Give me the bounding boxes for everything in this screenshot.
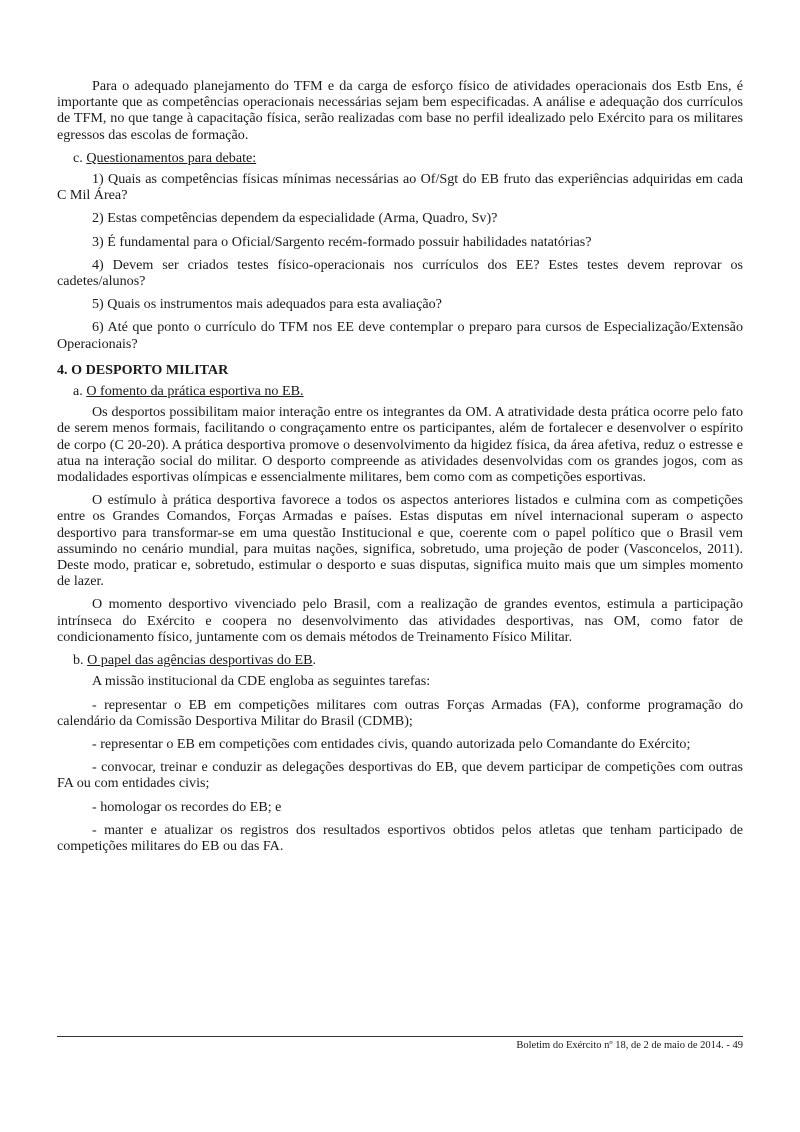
task-item: - representar o EB em competições militares com outras Forças Armadas (FA), conforme programação do calendário da Comissão Desportiva Militar do Brasil (CDMB);	[57, 696, 743, 729]
subsection-title: Questionamentos para debate:	[86, 149, 257, 166]
subsection-heading-b	[57, 652, 743, 668]
paragraph: O estímulo à prática desportiva favorece a todos os aspectos anteriores listados e culmina com as competições entre os Grandes Comandos, Forças Armadas e países. Estas disputas em nível internacional superam o aspecto desportivo para transformar-se em uma questão Institucional e que, coerente com o papel político que o Brasil vem assumindo no cenário mundial, para muitas nações, significa, sobretudo, uma projeção de poder (Vasconcelos, 2011). Deste modo, praticar e, sobretudo, estimular o desporto e suas disputas, significa muito mais que um simples momento de lazer.	[57, 492, 743, 590]
section-heading: 4. O DESPORTO MILITAR	[57, 361, 229, 378]
subsection-suffix: .	[312, 652, 317, 669]
paragraph: Para o adequado planejamento do TFM e da carga de esforço físico de atividades operacionais dos Estb Ens, é importante que as competências operacionais necessárias sejam bem especificadas. A análise e adequação dos currículos de TFM, no que tange à capacitação física, serão realizadas com base no perfil idealizado pelo Exército para os militares egressos das escolas de formação.	[57, 78, 743, 143]
question-item: 3) É fundamental para o Oficial/Sargento recém-formado possuir habilidades natatórias?	[92, 233, 592, 250]
footer-text: Boletim do Exército nº 18, de 2 de maio de 2014. - 49	[516, 1040, 743, 1051]
question-item: 6) Até que ponto o currículo do TFM nos EE deve contemplar o preparo para cursos de Especialização/Extensão Operacionais?	[57, 319, 743, 352]
subsection-title: O papel das agências desportivas do EB	[87, 652, 313, 669]
paragraph: Os desportos possibilitam maior interação entre os integrantes da OM. A atratividade desta prática ocorre pelo fato de serem menos formais, facilitando o congraçamento entre os participantes, além de fortalecer e desenvolver o espírito de corpo (C 20-20). A prática desportiva promove o desenvolvimento da higidez física, da área afetiva, reduz o estresse e atua na interação social do militar. O desporto compreende as atividades desenvolvidas com os grandes jogos, com as modalidades esportivas olímpicas e essencialmente militares, bem como com as competições esportivas.	[57, 404, 743, 486]
question-item: 5) Quais os instrumentos mais adequados para esta avaliação?	[92, 296, 442, 313]
subsection-prefix: a.	[73, 383, 87, 400]
task-item: - representar o EB em competições com entidades civis, quando autorizada pelo Comandante do Exército;	[92, 735, 691, 752]
question-item: 1) Quais as competências físicas mínimas necessárias ao Of/Sgt do EB fruto das experiências adquiridas em cada C Mil Área?	[57, 171, 743, 204]
paragraph: A missão institucional da CDE engloba as seguintes tarefas:	[92, 673, 431, 690]
task-item: - homologar os recordes do EB; e	[92, 798, 282, 815]
task-item: - convocar, treinar e conduzir as delegações desportivas do EB, que devem participar de competições com outras FA ou com entidades civis;	[57, 759, 743, 792]
task-item: - manter e atualizar os registros dos resultados esportivos obtidos pelos atletas que tenham participado de competições militares do EB ou das FA.	[57, 821, 743, 854]
paragraph: O momento desportivo vivenciado pelo Brasil, com a realização de grandes eventos, estimula a participação intrínseca do Exército e coopera no desenvolvimento das atividades desportivas, nas OM, como fator de condicionamento físico, juntamente com os demais métodos de Treinamento Físico Militar.	[57, 596, 743, 645]
subsection-heading-a	[57, 383, 743, 399]
question-item: 4) Devem ser criados testes físico-operacionais nos currículos dos EE? Estes testes devem reprovar os cadetes/alunos?	[57, 256, 743, 290]
question-item: 2) Estas competências dependem da especialidade (Arma, Quadro, Sv)?	[92, 210, 498, 227]
document-page	[57, 78, 743, 861]
subsection-prefix: b.	[73, 652, 88, 669]
subsection-title: O fomento da prática esportiva no EB.	[86, 383, 304, 400]
page-footer	[57, 1036, 743, 1051]
subsection-prefix: c.	[73, 149, 87, 166]
subsection-heading-c	[57, 150, 743, 166]
